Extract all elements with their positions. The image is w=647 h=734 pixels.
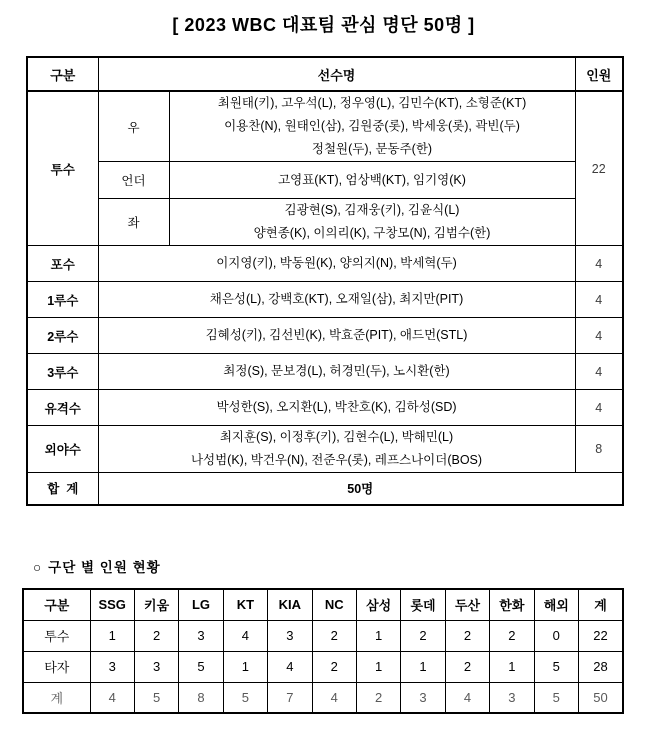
club-header-9: 두산 <box>445 589 489 620</box>
club-cell-1-7: 1 <box>401 651 445 682</box>
club-section-title <box>33 556 161 576</box>
page-title: [ 2023 WBC 대표팀 관심 명단 50명 ] <box>172 15 475 35</box>
club-header-6: NC <box>312 589 356 620</box>
outfielder-names <box>98 426 575 473</box>
club-cell-0-1: 2 <box>134 620 178 651</box>
club-cell-1-0: 3 <box>90 651 134 682</box>
club-cell-2-4: 7 <box>268 682 312 713</box>
pitcher-row-label: 투수 <box>27 91 98 246</box>
club-cell-1-2: 5 <box>179 651 223 682</box>
pitcher-under-row <box>27 162 623 199</box>
names-line: 이용찬(N), 원태인(삼), 김원중(롯), 박세웅(롯), 곽빈(두) <box>224 119 520 133</box>
row-label-first-base: 1루수 <box>27 282 98 318</box>
club-row-label-0: 투수 <box>23 620 90 651</box>
pitcher-right-row <box>27 91 623 162</box>
total-value: 50명 <box>98 473 623 505</box>
club-cell-0-2: 3 <box>179 620 223 651</box>
club-header-7: 삼성 <box>356 589 400 620</box>
club-header-0: 구분 <box>23 589 90 620</box>
club-cell-0-0: 1 <box>90 620 134 651</box>
club-header-4: KT <box>223 589 267 620</box>
club-cell-0-4: 3 <box>268 620 312 651</box>
catcher-names <box>98 246 575 282</box>
club-count-table <box>22 588 624 714</box>
names-line: 정철원(두), 문동주(한) <box>311 142 433 156</box>
club-cell-2-1: 5 <box>134 682 178 713</box>
row-label-third-base: 3루수 <box>27 354 98 390</box>
club-row-label-2: 계 <box>23 682 90 713</box>
catcher-row <box>27 246 623 282</box>
club-cell-1-11: 28 <box>578 651 623 682</box>
names-line: 박성한(S), 오지환(L), 박찬호(K), 김하성(SD) <box>216 400 457 414</box>
names-line: 이지영(키), 박동원(K), 양의지(N), 박세혁(두) <box>216 256 457 270</box>
row-label-shortstop: 유격수 <box>27 390 98 426</box>
club-section-title-text: 구단 별 인원 현황 <box>48 560 161 575</box>
second-base-count: 4 <box>575 318 623 354</box>
club-cell-2-2: 8 <box>179 682 223 713</box>
second-base-names <box>98 318 575 354</box>
circle-bullet-icon: ○ <box>33 560 43 575</box>
club-header-1: SSG <box>90 589 134 620</box>
first-base-count: 4 <box>575 282 623 318</box>
club-cell-0-3: 4 <box>223 620 267 651</box>
club-cell-2-3: 5 <box>223 682 267 713</box>
club-cell-1-5: 2 <box>312 651 356 682</box>
first-base-row <box>27 282 623 318</box>
third-base-names <box>98 354 575 390</box>
names-line: 최정(S), 문보경(L), 허경민(두), 노시환(한) <box>223 364 450 378</box>
club-header-8: 롯데 <box>401 589 445 620</box>
outfielder-count: 8 <box>575 426 623 473</box>
row-label-catcher: 포수 <box>27 246 98 282</box>
third-base-row <box>27 354 623 390</box>
shortstop-row <box>27 390 623 426</box>
shortstop-names <box>98 390 575 426</box>
club-row-0 <box>23 620 623 651</box>
pitcher-sub-left: 좌 <box>98 199 169 246</box>
pitcher-right-names <box>169 91 575 162</box>
club-cell-0-9: 2 <box>490 620 534 651</box>
total-row-label: 합 계 <box>27 473 98 505</box>
club-header-5: KIA <box>268 589 312 620</box>
club-cell-2-9: 3 <box>490 682 534 713</box>
roster-header-row <box>27 57 623 91</box>
row-label-outfielder: 외야수 <box>27 426 98 473</box>
club-header-10: 한화 <box>490 589 534 620</box>
club-cell-1-1: 3 <box>134 651 178 682</box>
club-cell-2-7: 3 <box>401 682 445 713</box>
names-line: 나성범(K), 박건우(N), 전준우(롯), 레프스나이더(BOS) <box>190 453 483 467</box>
outfielder-row <box>27 426 623 473</box>
club-cell-1-8: 2 <box>445 651 489 682</box>
club-cell-1-4: 4 <box>268 651 312 682</box>
names-line: 채은성(L), 강백호(KT), 오재일(삼), 최지만(PIT) <box>209 292 464 306</box>
club-cell-0-8: 2 <box>445 620 489 651</box>
names-line: 최원태(키), 고우석(L), 정우영(L), 김민수(KT), 소형준(KT) <box>217 96 527 110</box>
club-row-1 <box>23 651 623 682</box>
names-line: 김광현(S), 김재웅(키), 김윤식(L) <box>284 203 460 217</box>
club-row-label-1: 타자 <box>23 651 90 682</box>
col-header-count: 인원 <box>575 57 623 91</box>
club-cell-0-7: 2 <box>401 620 445 651</box>
roster-table <box>26 56 624 506</box>
names-line: 최지훈(S), 이정후(키), 김현수(L), 박해민(L) <box>219 430 454 444</box>
club-header-2: 키움 <box>134 589 178 620</box>
club-cell-1-6: 1 <box>356 651 400 682</box>
pitcher-sub-under: 언더 <box>98 162 169 199</box>
club-cell-1-9: 1 <box>490 651 534 682</box>
names-line: 양현종(K), 이의리(K), 구창모(N), 김범수(한) <box>253 226 491 240</box>
club-header-3: LG <box>179 589 223 620</box>
total-row <box>27 473 623 505</box>
club-table-body <box>23 620 623 713</box>
pitcher-count: 22 <box>575 91 623 246</box>
club-header-11: 해외 <box>534 589 578 620</box>
row-label-second-base: 2루수 <box>27 318 98 354</box>
names-line: 고영표(KT), 엄상백(KT), 임기영(K) <box>278 172 466 187</box>
catcher-count: 4 <box>575 246 623 282</box>
first-base-names <box>98 282 575 318</box>
club-cell-2-10: 5 <box>534 682 578 713</box>
col-header-players: 선수명 <box>98 57 575 91</box>
club-cell-0-6: 1 <box>356 620 400 651</box>
club-cell-0-5: 2 <box>312 620 356 651</box>
shortstop-count: 4 <box>575 390 623 426</box>
pitcher-under-names <box>169 162 575 199</box>
club-cell-2-6: 2 <box>356 682 400 713</box>
names-line: 김혜성(키), 김선빈(K), 박효준(PIT), 애드먼(STL) <box>205 328 468 342</box>
club-header-12: 계 <box>578 589 623 620</box>
club-cell-2-5: 4 <box>312 682 356 713</box>
club-row-2 <box>23 682 623 713</box>
club-cell-0-11: 22 <box>578 620 623 651</box>
third-base-count: 4 <box>575 354 623 390</box>
col-header-category: 구분 <box>27 57 98 91</box>
club-cell-1-3: 1 <box>223 651 267 682</box>
club-cell-2-8: 4 <box>445 682 489 713</box>
pitcher-sub-right: 우 <box>98 91 169 162</box>
club-cell-1-10: 5 <box>534 651 578 682</box>
pitcher-left-row <box>27 199 623 246</box>
club-cell-2-0: 4 <box>90 682 134 713</box>
second-base-row <box>27 318 623 354</box>
club-header-row <box>23 589 623 620</box>
pitcher-left-names <box>169 199 575 246</box>
club-cell-0-10: 0 <box>534 620 578 651</box>
club-cell-2-11: 50 <box>578 682 623 713</box>
